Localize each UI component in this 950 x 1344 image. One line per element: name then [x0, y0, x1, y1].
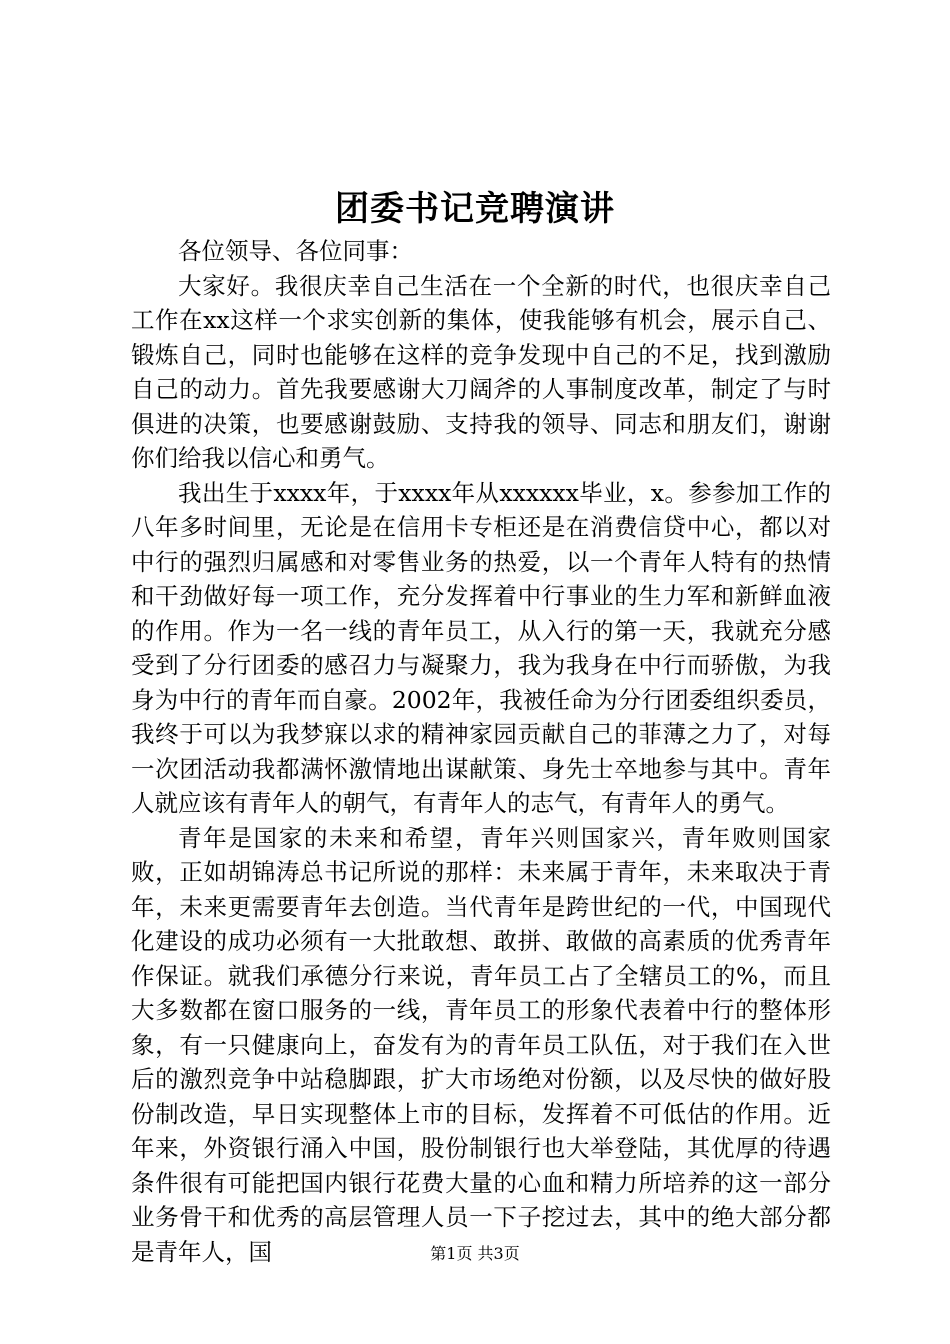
document-body [131, 234, 831, 1269]
paragraph-2: 我出生于xxxx年，于xxxx年从xxxxxx毕业，x。参参加工作的八年多时间里，无论是在信用卡专柜还是在消费信贷中心，都以对中行的强烈归属感和对零售业务的热爱，以一个青年人特有的热情和干劲做好每一项工作，充分发挥着中行事业的生力军和新鲜血液的作用。作为一名一线的青年员工，从入行的第一天，我就充分感受到了分行团委的感召力与凝聚力，我为我身在中行而骄傲，为我身为中行的青年而自豪。2002年，我被任命为分行团委组织委员，我终于可以为我梦寐以求的精神家园贡献自己的菲薄之力了，对每一次团活动我都满怀激情地出谋献策、身先士卒地参与其中。青年人就应该有青年人的朝气，有青年人的志气，有青年人的勇气。 [131, 478, 831, 817]
paragraph-1: 大家好。我很庆幸自己生活在一个全新的时代，也很庆幸自己工作在xx这样一个求实创新的集体，使我能够有机会，展示自己、锻炼自己，同时也能够在这样的竞争发现中自己的不足，找到激励自己的动力。首先我要感谢大刀阔斧的人事制度改革，制定了与时俱进的决策，也要感谢鼓励、支持我的领导、同志和朋友们，谢谢你们给我以信心和勇气。 [131, 271, 831, 472]
paragraph-3: 青年是国家的未来和希望，青年兴则国家兴，青年败则国家败，正如胡锦涛总书记所说的那样：未来属于青年，未来取决于青年，未来更需要青年去创造。当代青年是跨世纪的一代，中国现代化建设的成功必须有一大批敢想、敢拼、敢做的高素质的优秀青年作保证。就我们承德分行来说，青年员工占了全辖员工的%，而且大多数都在窗口服务的一线，青年员工的形象代表着中行的整体形象，有一只健康向上，奋发有为的青年员工队伍，对于我们在入世后的激烈竞争中站稳脚跟，扩大市场绝对份额，以及尽快的做好股份制改造，早日实现整体上市的目标，发挥着不可低估的作用。近年来，外资银行涌入中国，股份制银行也大举登陆，其优厚的待遇条件很有可能把国内银行花费大量的心血和精力所培养的这一部分业务骨干和优秀的高层管理人员一下子挖过去，其中的绝大部分都是青年人，国 [131, 823, 831, 1266]
page-footer [0, 1242, 950, 1266]
document-title: 团委书记竞聘演讲 [335, 189, 615, 229]
page-indicator: 第1页 共3页 [430, 1244, 520, 1263]
salutation: 各位领导、各位同事： [178, 237, 413, 265]
